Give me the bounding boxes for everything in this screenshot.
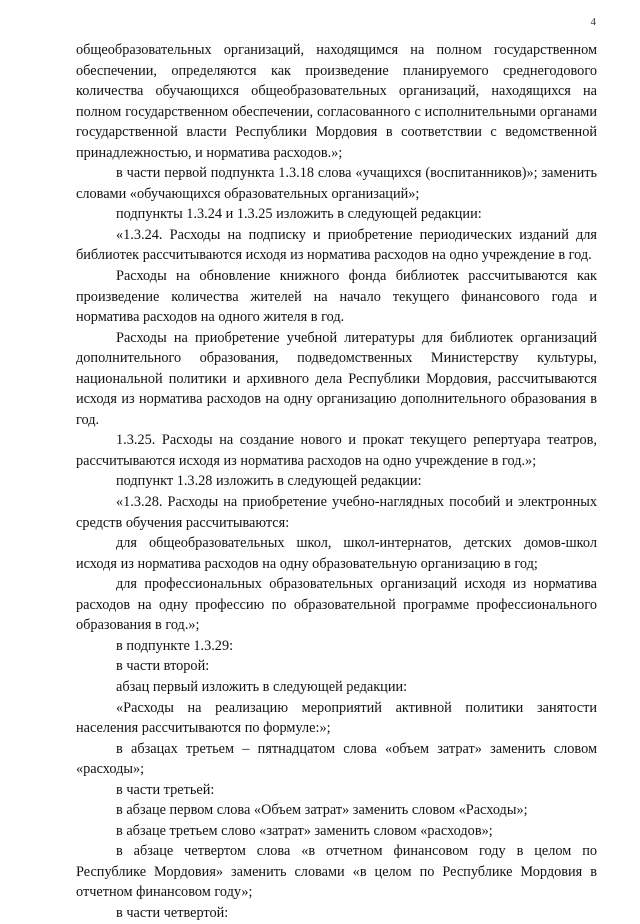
paragraph: Расходы на приобретение учебной литературы для библиотек организаций дополнительного образования, подведомственных Министерству культуры, национальной политики и архивного дела Республики Мордовия, рассчитываются исходя из норматива расходов на одну организацию дополнительного образования в год.	[76, 329, 597, 428]
paragraph: в абзацах третьем – пятнадцатом слова «объем затрат» заменить словом «расходы»;	[76, 740, 597, 778]
paragraph: общеобразовательных организаций, находящимся на полном государственном обеспечении, определяются как произведение планируемого среднегодового количества обучающихся общеобразовательных организаций, находящихся на полном государственном обеспечении, согласованного с исполнительными органами государственной власти Республики Мордовия в соответствии с ведомственной принадлежностью, и норматива расходов.»;	[76, 42, 597, 161]
paragraph: в части третьей:	[116, 781, 215, 798]
document-body	[76, 40, 597, 924]
paragraph: «1.3.24. Расходы на подписку и приобретение периодических изданий для библиотек рассчитываются исходя из норматива расходов на одно учреждение в год.	[76, 226, 597, 264]
paragraph: в части первой подпункта 1.3.18 слова «учащихся (воспитанников)»; заменить словами «обучающихся образовательных организаций»;	[76, 165, 597, 202]
paragraph: в абзаце четвертом слова «в отчетном финансовом году в целом по Республике Мордовия» заменить словами «в целом по Республике Мордовия в отчетном финансовом году»;	[76, 843, 597, 901]
paragraph: 1.3.25. Расходы на создание нового и прокат текущего репертуара театров, рассчитываются исходя из норматива расходов на одно учреждение в год.»;	[76, 432, 597, 469]
paragraph: подпункты 1.3.24 и 1.3.25 изложить в следующей редакции:	[116, 206, 482, 223]
paragraph: для общеобразовательных школ, школ-интернатов, детских домов-школ исходя из норматива расходов на одну образовательную организацию в год;	[76, 535, 597, 572]
paragraph: в части второй:	[116, 658, 210, 675]
paragraph: для профессиональных образовательных организаций исходя из норматива расходов на одну профессию по образовательной программе профессионального образования в год.»;	[76, 576, 597, 634]
page-number: 4	[590, 16, 596, 28]
paragraph: в части четвертой:	[116, 904, 229, 921]
paragraph: Расходы на обновление книжного фонда библиотек рассчитываются как произведение количества жителей на начало текущего финансового года и норматива расходов на одного жителя в год.	[76, 268, 597, 326]
paragraph: «1.3.28. Расходы на приобретение учебно-наглядных пособий и электронных средств обучения рассчитываются:	[76, 494, 597, 531]
paragraph: подпункт 1.3.28 изложить в следующей редакции:	[116, 473, 422, 490]
paragraph: в абзаце третьем слово «затрат» заменить словом «расходов»;	[116, 822, 493, 839]
paragraph: абзац первый изложить в следующей редакции:	[116, 678, 408, 695]
paragraph: в подпункте 1.3.29:	[116, 637, 234, 654]
paragraph: в абзаце первом слова «Объем затрат» заменить словом «Расходы»;	[116, 802, 528, 819]
paragraph: «Расходы на реализацию мероприятий активной политики занятости населения рассчитываются по формуле:»;	[76, 699, 597, 737]
